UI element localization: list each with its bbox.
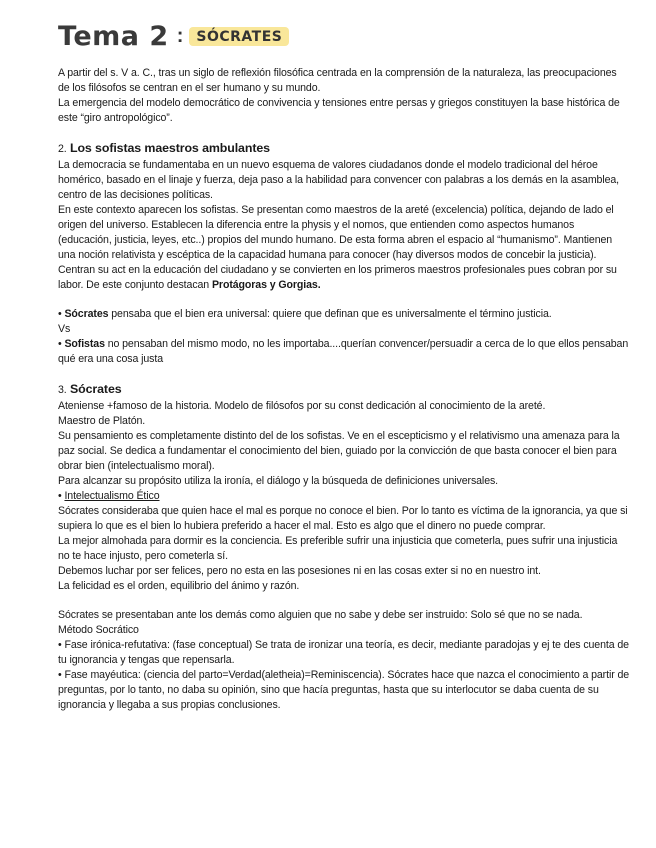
- page-header: [58, 20, 289, 52]
- section-2-number: 2.: [58, 143, 67, 155]
- bullet-socrates-text: pensaba que el bien era universal: quiere que definan que es universalmente el término justicia.: [108, 308, 552, 320]
- document-body: [58, 66, 630, 713]
- bullet-marker: •: [58, 308, 62, 320]
- section-3-heading: [58, 381, 630, 399]
- section-3-paragraph-3: Su pensamiento es completamente distinto del de los sofistas. Ve en el escepticismo y el relativismo una amenaza para la paz social. Se dedica a fundamentar el conocimiento del bien, guiado por la convicción de que basta conocer el bien para obrar bien (intelectualismo moral).: [58, 430, 620, 472]
- bullet-socrates: [58, 307, 630, 322]
- bullet-sofistas-text: no pensaban del mismo modo, no les importaba....querían convencer/persuadir a cerca de lo que ellos pensaban qué era una cosa justa: [58, 338, 629, 365]
- intro-paragraph-1: A partir del s. V a. C., tras un siglo de reflexión filosófica centrada en la comprensión de la naturaleza, las preocupaciones de los filósofos se centran en el ser humano y su mundo.: [58, 67, 617, 94]
- section-2-paragraph-2: [58, 203, 630, 293]
- versus-label: Vs: [58, 323, 71, 335]
- intro-paragraph-2: La emergencia del modelo democrático de convivencia y tensiones entre persas y griegos constituyen la base histórica de este “giro antropológico”.: [58, 97, 620, 124]
- page-title: SÓCRATES: [189, 27, 289, 46]
- section-3-paragraph-1: Ateniense +famoso de la historia. Modelo de filósofos por su const dedicación al conocimiento de la areté.: [58, 400, 546, 412]
- section-2-heading: [58, 140, 630, 158]
- section-3-paragraph-2: Maestro de Platón.: [58, 415, 146, 427]
- section-3-paragraph-6: La mejor almohada para dormir es la conciencia. Es preferible sufrir una injusticia que cometerla, pues sufrir una injusticia no te hace injusto, pero cometerla sí.: [58, 535, 618, 562]
- section-2-title: Los sofistas maestros ambulantes: [69, 141, 270, 155]
- bullet-socrates-label: Sócrates: [64, 308, 109, 320]
- section-3-number: 3.: [58, 384, 67, 396]
- intelectualismo-etico-label: Intelectualismo Ético: [64, 490, 160, 502]
- section-2-paragraph-2-text: En este contexto aparecen los sofistas. Se presentan como maestros de la areté (excelencia) política, dejando de lado el origen del universo. Establecen la diferencia entre la physis y el nomos, que entienden como aspectos humanos (educación, justicia, leyes, etc..) propios del mundo humano. De esta forma abren el espacio al “humanismo”. Mantienen una noción relativista y escéptica de la capacidad humana para conocer (hay diversos modos de concebir la justicia). Centran su act en la educación del ciudadano y se convierten en los primeros maestros profesionales pues cobran por su labor. De este conjunto destacan: [58, 204, 617, 291]
- topic-number: Tema 2: [58, 20, 169, 52]
- intelectualismo-etico-item: [58, 489, 630, 504]
- bullet-sofistas-label: Sofistas: [64, 338, 105, 350]
- section-3-paragraph-4: Para alcanzar su propósito utiliza la ironía, el diálogo y la búsqueda de definiciones universales.: [58, 475, 499, 487]
- fase-mayeutica-item: • Fase mayéutica: (ciencia del parto=Verdad(aletheia)=Reminiscencia). Sócrates hace que nazca el conocimiento a partir de preguntas, por lo tanto, no daba su opinión, sino que hacía preguntas, hasta que su interlocutor se daba cuenta de su ignorancia y llegaba a sus propias conclusiones.: [58, 669, 630, 711]
- section-2-highlight-names: Protágoras y Gorgias.: [211, 279, 321, 291]
- bullet-marker: •: [58, 338, 62, 350]
- section-3-paragraph-7: Debemos luchar por ser felices, pero no esta en las posesiones ni en las cosas exter si no en nuestro int.: [58, 565, 541, 577]
- bullet-sofistas: [58, 337, 630, 367]
- fase-ironica-item: • Fase irónica-refutativa: (fase conceptual) Se trata de ironizar una teoría, es decir, mediante paradojas y ej te des cuenta de tu ignorancia y tengas que repensarla.: [58, 639, 629, 666]
- section-3-paragraph-5: Sócrates consideraba que quien hace el mal es porque no conoce el bien. Por lo tanto es víctima de la ignorancia, ya que si supiera lo que es el bien lo hubiera preferido a hacer el mal. Esto es algo que el dinero no puede comprar.: [58, 505, 628, 532]
- section-3-paragraph-8: La felicidad es el orden, equilibrio del ánimo y razón.: [58, 580, 300, 592]
- metodo-socratico-label: Método Socrático: [58, 624, 139, 636]
- bullet-marker: •: [58, 490, 62, 502]
- header-colon: :: [176, 24, 184, 47]
- section-2-paragraph-1: La democracia se fundamentaba en un nuevo esquema de valores ciudadanos donde el modelo tradicional del héroe homérico, basado en el linaje y fuerza, deja paso a la habilidad para convencer con palabras a los demás en la asamblea, centro de las decisiones políticas.: [58, 159, 620, 201]
- section-3-paragraph-9: Sócrates se presentaban ante los demás como alguien que no sabe y debe ser instruido: Solo sé que no se nada.: [58, 609, 583, 621]
- section-3-title: Sócrates: [69, 382, 122, 396]
